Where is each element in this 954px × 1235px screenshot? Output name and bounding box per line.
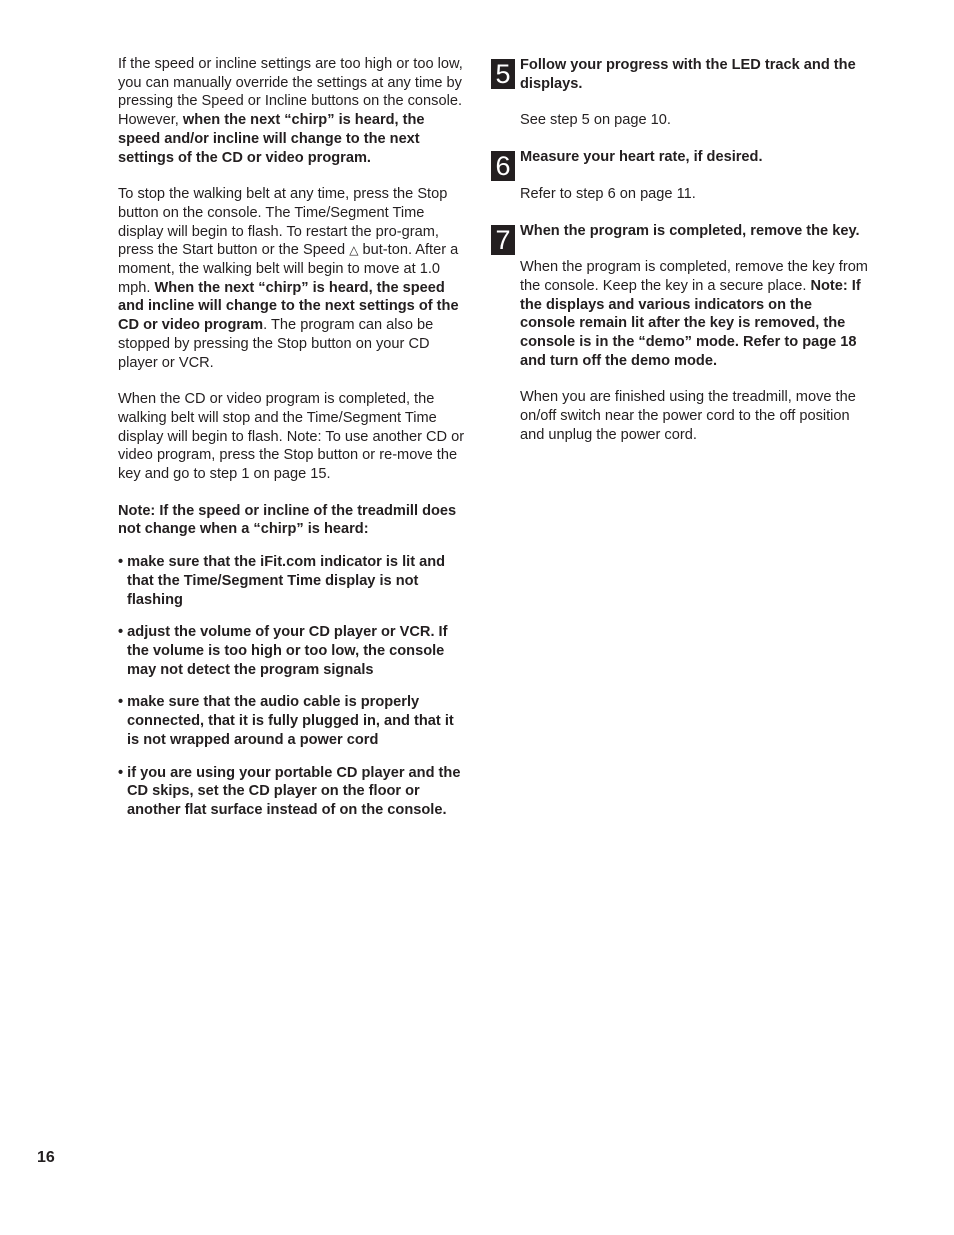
list-item: • make sure that the audio cable is properly connected, that it is fully plugged in, and that it is not wrapped around a power cord [118, 694, 454, 748]
list-item: • make sure that the iFit.com indicator is lit and that the Time/Segment Time display is not flashing [118, 554, 446, 608]
step-body-finish: When you are finished using the treadmill, move the on/off switch near the power cord to the off position and unplug the power cord. [520, 389, 856, 443]
left-column [118, 55, 468, 834]
step-5 [491, 56, 871, 130]
page-number: 16 [37, 1149, 55, 1166]
program-complete-paragraph: When the CD or video program is completed, the walking belt will stop and the Time/Segment Time display will begin to flash. Note: To use another CD or video program, press the Stop button or re-move the key and go to step 1 on page 15. [118, 391, 465, 483]
step-heading: Measure your heart rate, if desired. [520, 149, 763, 166]
step-body: See step 5 on page 10. [520, 112, 671, 129]
remove-key-text: When the program is completed, remove the key from the console. Keep the key in a secure place. [520, 259, 868, 294]
stop-bold-text: When the next “chirp” is heard, the speed and incline will change to the next settings of the CD or video program [118, 279, 459, 334]
up-triangle-icon: △ [349, 243, 359, 258]
step-heading: Follow your progress with the LED track and the displays. [520, 57, 856, 92]
override-bold-text: when the next “chirp” is heard, the speed and/or incline will change to the next settings of the CD or video program. [118, 112, 425, 166]
step-number-badge: 5 [491, 59, 515, 89]
stop-text-a: To stop the walking belt at any time, press the Stop button on the console. The Time/Segment Time display will begin to flash. To restart the pro-gram, press the Start button or the Speed [118, 186, 448, 259]
stop-restart-paragraph [118, 185, 468, 372]
step-body [520, 258, 871, 370]
stop-text-b: but-ton. After a moment, the walking belt will begin to move at 1.0 mph. [118, 242, 459, 296]
override-text: If the speed or incline settings are too high or too low, you can manually override the settings at any time by pressing the Speed or Incline buttons on the console. However, [118, 56, 463, 129]
stop-text-c: . The program can also be stopped by pressing the Stop button on your CD player or VCR. [118, 317, 434, 371]
demo-mode-note: Note: If the displays and various indicators on the console remain lit after the key is removed, the console is in the “demo” mode. Refer to page 18 and turn off the demo mode. [520, 277, 861, 369]
list-item: • adjust the volume of your CD player or VCR. If the volume is too high or too low, the console may not detect the program signals [118, 624, 448, 678]
step-number-badge: 7 [491, 225, 515, 255]
step-6 [491, 148, 871, 203]
chirp-note: Note: If the speed or incline of the treadmill does not change when a “chirp” is heard: [118, 502, 457, 538]
step-heading: When the program is completed, remove the key. [520, 222, 860, 239]
override-paragraph [118, 55, 468, 167]
step-body: Refer to step 6 on page 11. [520, 185, 696, 202]
list-item: • if you are using your portable CD player and the CD skips, set the CD player on the floor or another flat surface instead of on the console. [118, 764, 461, 818]
step-7 [491, 222, 871, 445]
right-column [491, 56, 871, 463]
step-number-badge: 6 [491, 151, 515, 181]
